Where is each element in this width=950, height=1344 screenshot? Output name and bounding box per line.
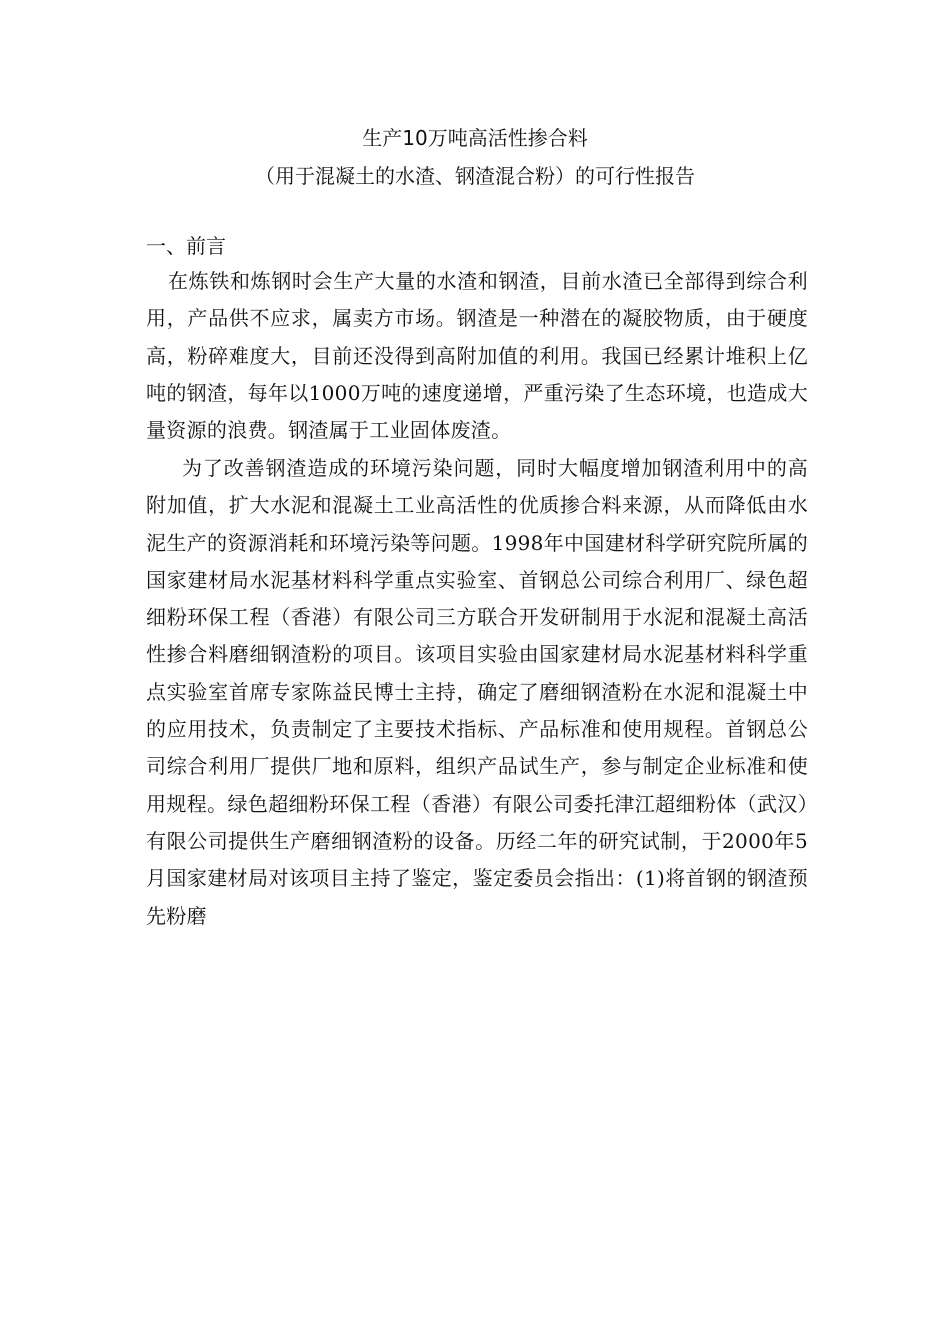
document-title: [0, 119, 950, 195]
paragraph-1: 在炼铁和炼钢时会生产大量的水渣和钢渣，目前水渣已全部得到综合利用，产品供不应求，属卖方市场。钢渣是一种潜在的凝胶物质，由于硬度高，粉碎难度大，目前还没得到高附加值的利用。我国已经累计堆积上亿吨的钢渣，每年以1000万吨的速度递增，严重污染了生态环境，也造成大量资源的浪费。钢渣属于工业固体废渣。: [146, 269, 808, 443]
title-line-2: （用于混凝土的水渣、钢渣混合粉）的可行性报告: [255, 164, 695, 188]
section-heading-preface: 一、前言: [146, 234, 226, 258]
title-line-1: 生产10万吨高活性掺合料: [362, 126, 588, 150]
paragraph-2: 为了改善钢渣造成的环境污染问题，同时大幅度增加钢渣利用中的高附加值，扩大水泥和混凝土工业高活性的优质掺合料来源，从而降低由水泥生产的资源消耗和环境污染等问题。1998年中国建材科学研究院所属的国家建材局水泥基材料科学重点实验室、首钢总公司综合利用厂、绿色超细粉环保工程（香港）有限公司三方联合开发研制用于水泥和混凝土高活性掺合料磨细钢渣粉的项目。该项目实验由国家建材局水泥基材料科学重点实验室首席专家陈益民博士主持，确定了磨细钢渣粉在水泥和混凝土中的应用技术，负责制定了主要技术指标、产品标准和使用规程。首钢总公司综合利用厂提供厂地和原料，组织产品试生产，参与制定企业标准和使用规程。绿色超细粉环保工程（香港）有限公司委托津江超细粉体（武汉）有限公司提供生产磨细钢渣粉的设备。历经二年的研究试制，于2000年5月国家建材局对该项目主持了鉴定，鉴定委员会指出：(1)将首钢的钢渣预先粉磨: [146, 456, 808, 928]
